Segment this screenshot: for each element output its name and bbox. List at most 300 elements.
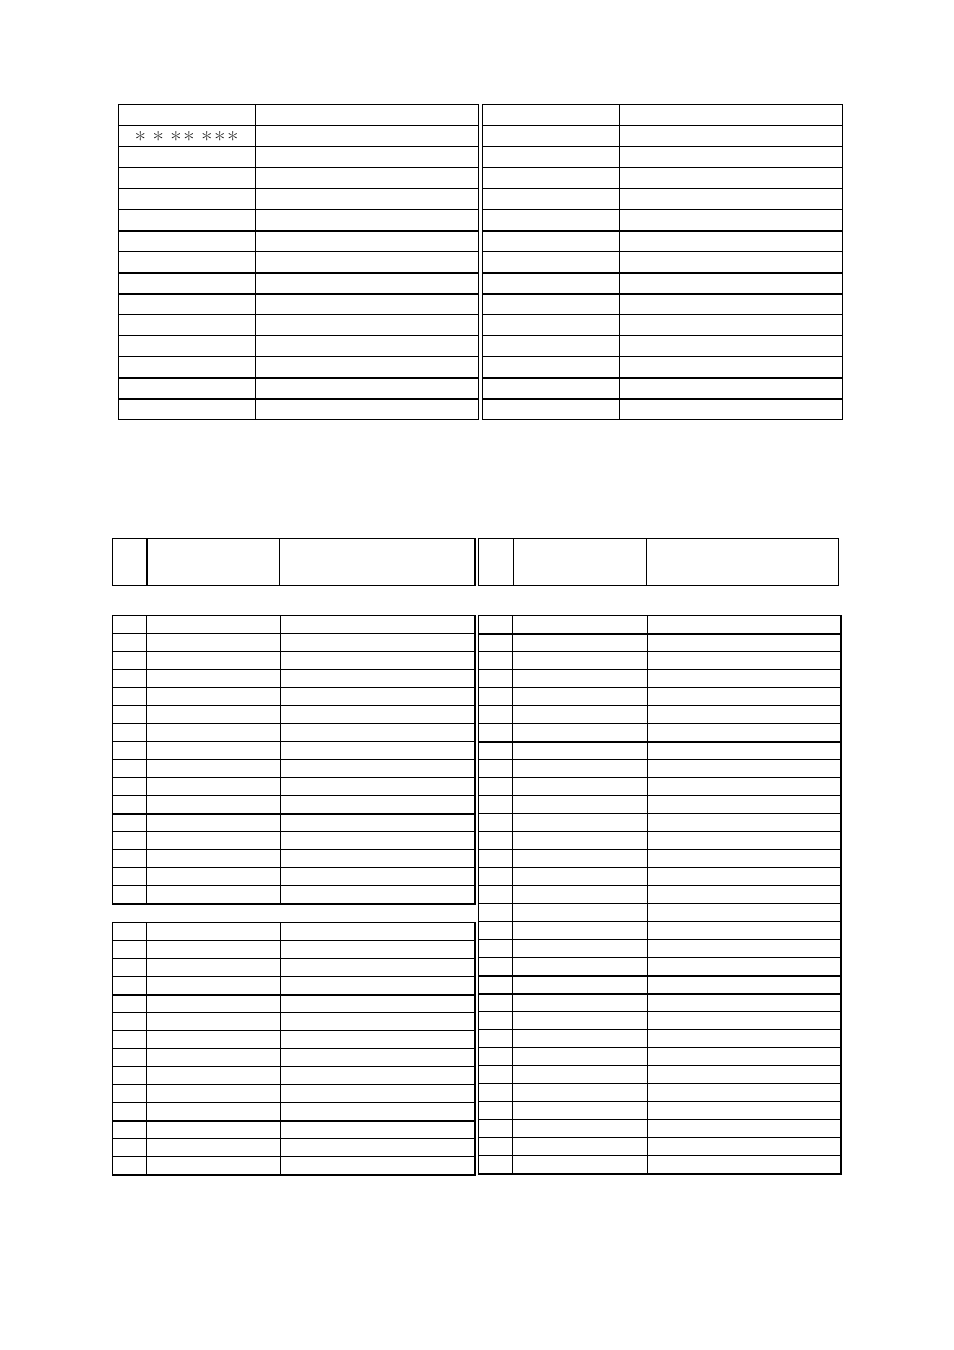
middle-left-table-cell	[281, 688, 475, 706]
top-right-table-cell	[620, 294, 843, 315]
top-left-table	[118, 104, 479, 420]
middle-right-table-cell	[513, 706, 648, 724]
middle-left-table-row	[113, 850, 475, 868]
middle-right-table-cell	[648, 634, 841, 652]
bottom-left-table-row	[113, 1049, 475, 1067]
middle-right-table-cell	[648, 778, 841, 796]
top-left-table-row	[119, 252, 479, 273]
middle-right-table-cell	[513, 922, 648, 940]
bottom-left-table-row	[113, 941, 475, 959]
top-left-table-cell	[119, 147, 256, 168]
top-right-table-cell	[483, 252, 620, 273]
top-left-table-body	[119, 105, 479, 420]
middle-right-table-row	[479, 1156, 841, 1174]
middle-left-table-cell	[147, 868, 281, 886]
top-right-table-row	[483, 252, 843, 273]
middle-left-table-cell	[281, 796, 475, 814]
top-left-table-cell	[256, 147, 479, 168]
middle-right-table-row	[479, 778, 841, 796]
middle-right-table-row	[479, 1012, 841, 1030]
middle-left-table-cell	[281, 724, 475, 742]
bottom-left-table-row	[113, 1013, 475, 1031]
top-left-table-cell	[119, 210, 256, 231]
middle-right-table-cell	[648, 1102, 841, 1120]
top-right-table-cell	[620, 126, 843, 147]
middle-left-table-cell	[147, 706, 281, 724]
top-right-table-row	[483, 357, 843, 378]
top-left-table-cell	[119, 189, 256, 210]
top-left-table-cell	[256, 231, 479, 252]
top-left-table-row	[119, 273, 479, 294]
top-left-table-cell	[256, 105, 479, 126]
middle-right-table-cell	[513, 832, 648, 850]
header-left-table	[112, 538, 476, 586]
top-left-table-cell	[119, 294, 256, 315]
middle-left-table-cell	[147, 742, 281, 760]
bottom-left-table-cell	[281, 1031, 475, 1049]
middle-right-table-cell	[479, 796, 513, 814]
top-right-table-row	[483, 105, 843, 126]
middle-right-table-cell	[513, 742, 648, 760]
middle-right-table-cell	[479, 886, 513, 904]
middle-right-table-row	[479, 706, 841, 724]
middle-left-table-cell	[147, 688, 281, 706]
middle-right-table-cell	[513, 652, 648, 670]
top-left-table-cell	[256, 189, 479, 210]
middle-right-table-cell	[513, 778, 648, 796]
middle-left-table-cell	[113, 760, 147, 778]
middle-right-table-cell	[648, 976, 841, 994]
middle-left-table-cell	[113, 814, 147, 832]
middle-left-table-cell	[113, 688, 147, 706]
middle-right-table-cell	[479, 670, 513, 688]
middle-left-table-cell	[113, 742, 147, 760]
middle-right-table-cell	[513, 1102, 648, 1120]
middle-right-table	[478, 615, 842, 1175]
bottom-left-table-row	[113, 977, 475, 995]
header-right-cell	[514, 539, 647, 586]
top-left-table-row	[119, 105, 479, 126]
bottom-left-table-cell	[281, 1013, 475, 1031]
middle-right-table-cell	[648, 616, 841, 634]
middle-right-table-row	[479, 1030, 841, 1048]
top-right-table-body	[483, 105, 843, 420]
bottom-left-table-cell	[281, 1157, 475, 1175]
bottom-left-table-cell	[147, 1103, 281, 1121]
middle-left-table-cell	[147, 850, 281, 868]
middle-right-table-cell	[648, 1066, 841, 1084]
middle-left-table-cell	[147, 634, 281, 652]
bottom-left-table-row	[113, 995, 475, 1013]
bottom-left-table-cell	[147, 1013, 281, 1031]
bottom-left-table	[112, 922, 476, 1176]
middle-left-table-cell	[113, 886, 147, 904]
middle-right-table-cell	[479, 1102, 513, 1120]
middle-left-table-cell	[113, 832, 147, 850]
bottom-left-table-cell	[281, 959, 475, 977]
bottom-left-table-cell	[281, 1067, 475, 1085]
bottom-left-table-cell	[113, 959, 147, 977]
middle-left-table-cell	[113, 868, 147, 886]
middle-right-table-row	[479, 832, 841, 850]
top-right-table-row	[483, 378, 843, 399]
top-left-table-row	[119, 147, 479, 168]
bottom-left-table-cell	[147, 1157, 281, 1175]
top-left-table-cell	[256, 210, 479, 231]
middle-right-table-cell	[648, 1012, 841, 1030]
middle-left-table-cell	[113, 616, 147, 634]
bottom-left-table-row	[113, 1139, 475, 1157]
middle-left-table-row	[113, 688, 475, 706]
top-left-table-cell	[256, 294, 479, 315]
middle-right-table-cell	[648, 796, 841, 814]
top-right-table-cell	[620, 399, 843, 420]
top-left-table-cell	[119, 315, 256, 336]
middle-left-table-cell	[281, 760, 475, 778]
middle-right-table-cell	[513, 868, 648, 886]
middle-right-table-row	[479, 1048, 841, 1066]
middle-left-table-row	[113, 634, 475, 652]
middle-left-table-cell	[113, 706, 147, 724]
middle-left-table-cell	[281, 886, 475, 904]
middle-right-table-row	[479, 688, 841, 706]
middle-right-table-cell	[648, 1048, 841, 1066]
middle-right-table-cell	[479, 994, 513, 1012]
bottom-left-table-cell	[147, 1067, 281, 1085]
middle-right-table-row	[479, 616, 841, 634]
middle-left-table-cell	[113, 778, 147, 796]
middle-right-table-row	[479, 886, 841, 904]
top-left-table-cell	[256, 336, 479, 357]
middle-right-table-cell	[648, 724, 841, 742]
top-right-table-row	[483, 126, 843, 147]
middle-right-table-cell	[513, 760, 648, 778]
bottom-left-table-cell	[113, 923, 147, 941]
top-right-table-cell	[483, 105, 620, 126]
middle-right-table-cell	[648, 652, 841, 670]
middle-right-table-cell	[513, 940, 648, 958]
bottom-left-table-cell	[281, 995, 475, 1013]
middle-left-table-cell	[147, 760, 281, 778]
middle-left-table-row	[113, 778, 475, 796]
middle-left-table-cell	[147, 778, 281, 796]
middle-left-table-row	[113, 832, 475, 850]
top-right-table-cell	[620, 189, 843, 210]
top-right-table-cell	[620, 273, 843, 294]
middle-left-table-cell	[113, 724, 147, 742]
middle-left-table-cell	[147, 652, 281, 670]
bottom-left-table-row	[113, 1067, 475, 1085]
bottom-left-table-row	[113, 1103, 475, 1121]
middle-right-table-cell	[513, 1030, 648, 1048]
middle-left-table-cell	[113, 634, 147, 652]
middle-right-table-cell	[479, 1066, 513, 1084]
middle-right-table-cell	[648, 760, 841, 778]
top-left-table-cell	[256, 126, 479, 147]
middle-right-table-cell	[648, 832, 841, 850]
middle-right-table-body	[479, 616, 841, 1174]
top-left-table-cell	[256, 399, 479, 420]
middle-left-table-cell	[147, 796, 281, 814]
bottom-left-table-cell	[147, 1049, 281, 1067]
top-right-table-cell	[483, 273, 620, 294]
bottom-left-table-cell	[147, 1121, 281, 1139]
middle-right-table-cell	[513, 814, 648, 832]
middle-left-table-cell	[113, 670, 147, 688]
middle-right-table-cell	[479, 940, 513, 958]
middle-right-table-cell	[648, 706, 841, 724]
middle-right-table-cell	[479, 778, 513, 796]
middle-right-table-cell	[479, 724, 513, 742]
top-right-table-cell	[483, 126, 620, 147]
top-left-table-cell	[119, 105, 256, 126]
bottom-left-table-cell	[113, 1085, 147, 1103]
middle-right-table-cell	[479, 1030, 513, 1048]
middle-right-table-cell	[479, 1120, 513, 1138]
top-left-table-row	[119, 189, 479, 210]
bottom-left-table-cell	[113, 977, 147, 995]
middle-right-table-cell	[479, 868, 513, 886]
top-left-table-row	[119, 399, 479, 420]
middle-right-table-cell	[479, 904, 513, 922]
top-right-table-cell	[620, 147, 843, 168]
top-right-table-cell	[620, 168, 843, 189]
middle-left-table	[112, 615, 476, 905]
bottom-left-table-cell	[113, 1067, 147, 1085]
top-left-table-cell	[119, 231, 256, 252]
top-right-table-cell	[620, 210, 843, 231]
middle-right-table-row	[479, 742, 841, 760]
middle-left-table-cell	[113, 850, 147, 868]
top-right-table-cell	[483, 315, 620, 336]
bottom-left-table-row	[113, 923, 475, 941]
middle-right-table-row	[479, 652, 841, 670]
middle-left-table-cell	[147, 832, 281, 850]
middle-right-table-cell	[648, 940, 841, 958]
top-left-table-cell	[256, 357, 479, 378]
middle-right-table-cell	[479, 850, 513, 868]
top-left-table-cell	[119, 378, 256, 399]
top-right-table-cell	[620, 378, 843, 399]
top-right-table-cell	[483, 189, 620, 210]
bottom-left-table-cell	[113, 1103, 147, 1121]
top-left-table-row	[119, 231, 479, 252]
middle-right-table-cell	[513, 724, 648, 742]
middle-right-table-cell	[513, 1084, 648, 1102]
top-left-table-cell	[119, 273, 256, 294]
middle-right-table-cell	[479, 1012, 513, 1030]
middle-right-table-cell	[648, 922, 841, 940]
middle-left-table-row	[113, 706, 475, 724]
top-left-table-cell	[256, 315, 479, 336]
middle-left-table-cell	[147, 814, 281, 832]
bottom-left-table-cell	[147, 1031, 281, 1049]
top-left-table-cell	[256, 273, 479, 294]
top-right-table-cell	[483, 231, 620, 252]
top-left-table-cell	[119, 168, 256, 189]
middle-right-table-cell	[513, 886, 648, 904]
top-right-table-cell	[620, 336, 843, 357]
middle-left-table-row	[113, 760, 475, 778]
bottom-left-table-row	[113, 1121, 475, 1139]
bottom-left-table-cell	[147, 995, 281, 1013]
top-right-table-row	[483, 231, 843, 252]
top-left-table-cell	[119, 336, 256, 357]
top-right-table-cell	[483, 168, 620, 189]
middle-right-table-row	[479, 868, 841, 886]
top-right-table-row	[483, 168, 843, 189]
top-left-table-row	[119, 315, 479, 336]
bottom-left-table-cell	[113, 1121, 147, 1139]
middle-left-table-cell	[147, 616, 281, 634]
middle-right-table-cell	[513, 616, 648, 634]
bottom-left-table-cell	[147, 923, 281, 941]
middle-right-table-cell	[479, 958, 513, 976]
middle-right-table-cell	[479, 1048, 513, 1066]
top-right-table-cell	[620, 252, 843, 273]
bottom-left-table-cell	[113, 1157, 147, 1175]
middle-right-table-cell	[648, 1156, 841, 1174]
middle-left-table-cell	[147, 724, 281, 742]
middle-right-table-row	[479, 904, 841, 922]
bottom-left-table-cell	[147, 959, 281, 977]
bottom-left-table-cell	[281, 1121, 475, 1139]
top-left-table-cell	[256, 168, 479, 189]
bottom-left-table-cell	[281, 1085, 475, 1103]
bottom-left-table-cell	[281, 923, 475, 941]
top-right-table-row	[483, 147, 843, 168]
top-right-table-row	[483, 273, 843, 294]
top-left-table-row	[119, 336, 479, 357]
top-right-table-cell	[483, 378, 620, 399]
middle-right-table-cell	[648, 1030, 841, 1048]
top-right-table	[482, 104, 843, 420]
middle-left-table-cell	[147, 886, 281, 904]
middle-left-table-row	[113, 670, 475, 688]
middle-right-table-cell	[513, 850, 648, 868]
top-right-table-row	[483, 315, 843, 336]
top-left-table-cell	[119, 252, 256, 273]
bottom-left-table-row	[113, 1085, 475, 1103]
middle-right-table-cell	[648, 814, 841, 832]
middle-right-table-row	[479, 976, 841, 994]
middle-right-table-cell	[648, 850, 841, 868]
middle-right-table-row	[479, 814, 841, 832]
middle-right-table-row	[479, 1102, 841, 1120]
middle-right-table-cell	[513, 958, 648, 976]
header-right-table	[478, 538, 839, 586]
middle-left-table-row	[113, 652, 475, 670]
middle-right-table-row	[479, 760, 841, 778]
top-left-table-cell	[119, 357, 256, 378]
bottom-left-table-row	[113, 959, 475, 977]
middle-left-table-cell	[281, 670, 475, 688]
middle-right-table-cell	[513, 976, 648, 994]
top-left-table-row	[119, 210, 479, 231]
middle-right-table-cell	[479, 922, 513, 940]
middle-right-table-cell	[479, 1156, 513, 1174]
middle-right-table-cell	[479, 706, 513, 724]
top-left-table-row	[119, 357, 479, 378]
middle-right-table-row	[479, 994, 841, 1012]
middle-right-table-row	[479, 922, 841, 940]
top-right-table-cell	[483, 399, 620, 420]
header-left-cell	[113, 539, 147, 586]
top-left-table-cell	[256, 252, 479, 273]
middle-right-table-cell	[648, 958, 841, 976]
middle-right-table-cell	[513, 1120, 648, 1138]
middle-left-table-cell	[281, 868, 475, 886]
middle-right-table-cell	[479, 1084, 513, 1102]
top-right-table-cell	[483, 336, 620, 357]
top-right-table-cell	[483, 357, 620, 378]
middle-right-table-cell	[513, 796, 648, 814]
middle-left-table-cell	[113, 796, 147, 814]
middle-right-table-row	[479, 796, 841, 814]
middle-left-table-row	[113, 616, 475, 634]
bottom-left-table-cell	[113, 995, 147, 1013]
bottom-left-table-cell	[113, 1013, 147, 1031]
top-right-table-row	[483, 294, 843, 315]
middle-right-table-row	[479, 958, 841, 976]
middle-left-table-row	[113, 742, 475, 760]
top-right-table-cell	[620, 315, 843, 336]
middle-right-table-cell	[648, 994, 841, 1012]
middle-right-table-cell	[648, 1084, 841, 1102]
middle-right-table-cell	[479, 652, 513, 670]
top-left-table-row	[119, 294, 479, 315]
middle-left-table-cell	[281, 652, 475, 670]
top-right-table-cell	[483, 294, 620, 315]
middle-right-table-row	[479, 1120, 841, 1138]
bottom-left-table-cell	[113, 941, 147, 959]
bottom-left-table-cell	[113, 1049, 147, 1067]
bottom-left-table-cell	[147, 977, 281, 995]
top-right-table-row	[483, 210, 843, 231]
top-right-table-row	[483, 189, 843, 210]
middle-left-table-row	[113, 886, 475, 904]
middle-right-table-cell	[513, 634, 648, 652]
middle-left-table-cell	[281, 616, 475, 634]
middle-right-table-cell	[479, 742, 513, 760]
middle-right-table-cell	[513, 1048, 648, 1066]
middle-right-table-cell	[513, 1012, 648, 1030]
middle-left-table-cell	[281, 778, 475, 796]
middle-right-table-row	[479, 724, 841, 742]
top-left-table-row	[119, 126, 479, 147]
bottom-left-table-cell	[147, 1085, 281, 1103]
middle-left-table-row	[113, 796, 475, 814]
middle-left-table-row	[113, 724, 475, 742]
header-right-cell	[479, 539, 514, 586]
bottom-left-table-cell	[281, 1103, 475, 1121]
middle-right-table-cell	[513, 688, 648, 706]
middle-left-table-cell	[281, 742, 475, 760]
middle-right-table-cell	[648, 1138, 841, 1156]
middle-right-table-cell	[648, 742, 841, 760]
top-right-table-cell	[620, 105, 843, 126]
top-left-table-row	[119, 378, 479, 399]
bottom-left-table-row	[113, 1157, 475, 1175]
middle-right-table-cell	[479, 814, 513, 832]
middle-right-table-cell	[513, 670, 648, 688]
bottom-left-table-row	[113, 1031, 475, 1049]
middle-right-table-row	[479, 634, 841, 652]
middle-left-table-body	[113, 616, 475, 904]
middle-left-table-cell	[113, 652, 147, 670]
middle-right-table-cell	[513, 1066, 648, 1084]
middle-left-table-row	[113, 814, 475, 832]
